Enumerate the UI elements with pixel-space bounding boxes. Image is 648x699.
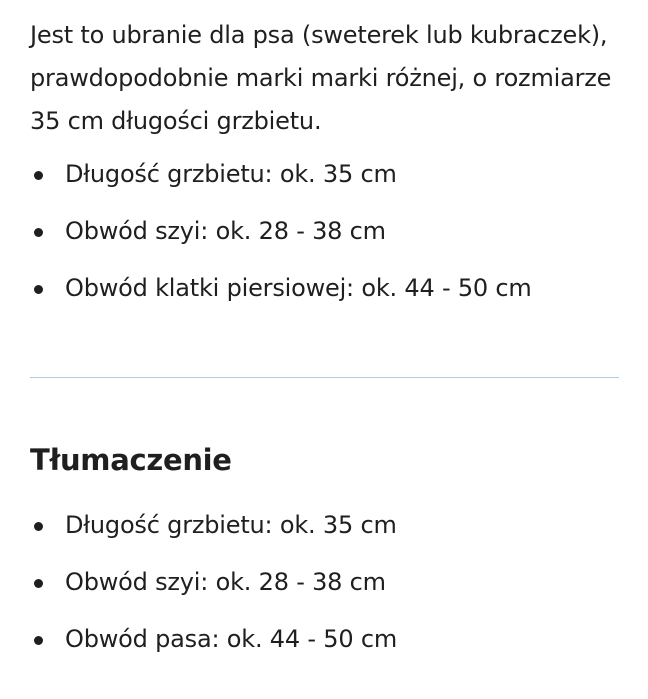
description-text: Jest to ubranie dla psa (sweterek lub kubraczek), prawdopodobnie marki marki różnej, o rozmiarze 35 cm długości grzbietu. bbox=[30, 21, 612, 135]
list-item bbox=[30, 497, 620, 554]
list-item bbox=[30, 146, 620, 203]
list-item bbox=[30, 554, 620, 611]
list-item bbox=[30, 260, 620, 317]
bullet-icon bbox=[34, 171, 43, 180]
list-item-text: Długość grzbietu: ok. 35 cm bbox=[65, 511, 397, 539]
list-item-text: Obwód szyi: ok. 28 - 38 cm bbox=[65, 568, 386, 596]
bullet-icon bbox=[34, 579, 43, 588]
list-item bbox=[30, 203, 620, 260]
bullet-icon bbox=[34, 285, 43, 294]
description-section bbox=[30, 14, 620, 317]
translation-heading: Tłumaczenie bbox=[30, 443, 232, 477]
list-item-text: Obwód szyi: ok. 28 - 38 cm bbox=[65, 217, 386, 245]
list-item-text: Obwód pasa: ok. 44 - 50 cm bbox=[65, 625, 398, 653]
section-divider bbox=[30, 377, 619, 378]
bullet-icon bbox=[34, 636, 43, 645]
list-item-text: Obwód klatki piersiowej: ok. 44 - 50 cm bbox=[65, 274, 532, 302]
list-item-text: Długość grzbietu: ok. 35 cm bbox=[65, 160, 397, 188]
description-bullet-list bbox=[30, 146, 620, 317]
translation-bullet-list bbox=[30, 497, 620, 668]
bullet-icon bbox=[34, 228, 43, 237]
list-item bbox=[30, 611, 620, 668]
bullet-icon bbox=[34, 522, 43, 531]
